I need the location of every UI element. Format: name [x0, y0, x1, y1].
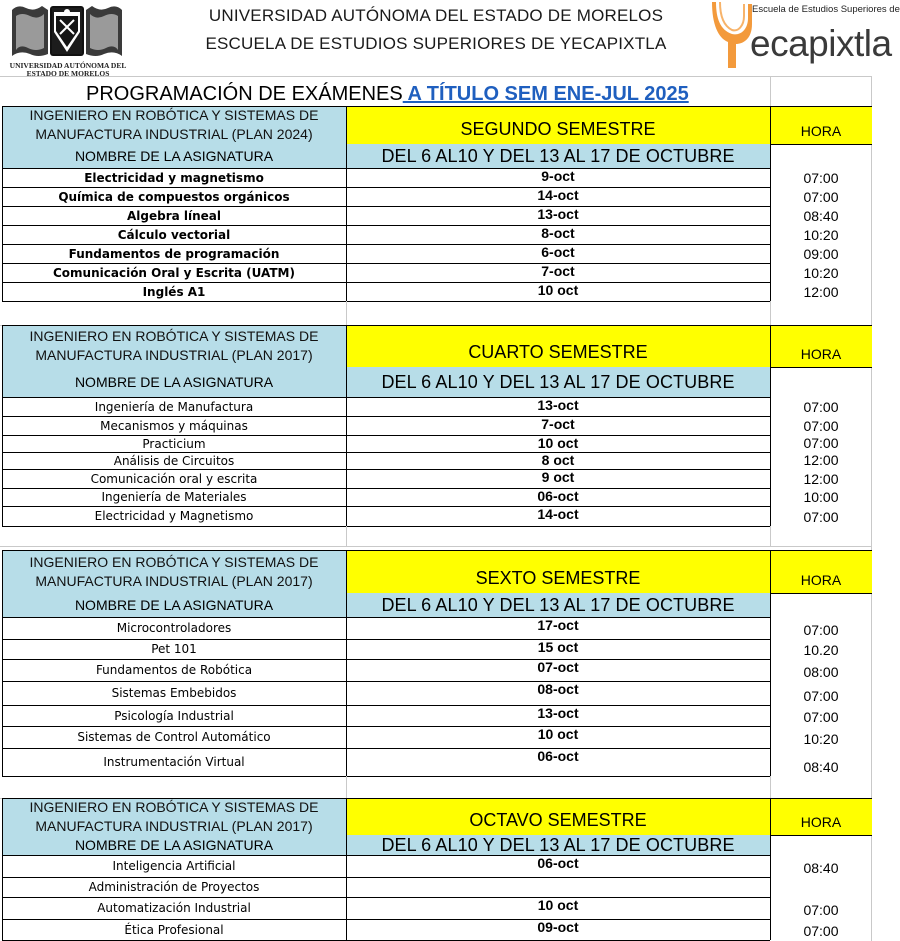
exam-date-range: DEL 6 AL10 Y DEL 13 AL 17 DE OCTUBRE: [346, 367, 770, 397]
page-title-main: PROGRAMACIÓN DE EXÁMENES: [86, 83, 403, 105]
table-row-subject: Fundamentos de Robótica: [95, 663, 253, 677]
table-row-date: 10 oct: [537, 435, 579, 451]
table-row-time: 07:00: [803, 902, 839, 918]
table-row-subject: Psicología Industrial: [114, 708, 234, 723]
table-row-time: 12:00: [803, 284, 839, 300]
grid-line: [2, 798, 3, 940]
semester-label: OCTAVO SEMESTRE: [346, 798, 770, 835]
grid-line: [2, 526, 770, 527]
table-row-date: 13-oct: [537, 705, 579, 721]
uaem-logo-line1: UNIVERSIDAD AUTÓNOMA DEL: [9, 61, 127, 70]
semester-label: SEGUNDO SEMESTRE: [346, 106, 770, 144]
table-row-time: 08:40: [803, 759, 839, 775]
program-name: INGENIERO EN ROBÓTICA Y SISTEMAS DE MANUFACTURA INDUSTRIAL (PLAN 2017): [2, 550, 346, 593]
table-row-date: [346, 877, 770, 897]
grid-line: [2, 106, 3, 301]
table-row-date: 07-oct: [537, 659, 579, 675]
table-row-time: 07:00: [803, 435, 839, 451]
grid-line: [2, 550, 872, 551]
grid-line: [2, 550, 3, 776]
hora-header: HORA: [770, 106, 872, 144]
table-row-subject: Cálculo vectorial: [117, 227, 231, 242]
table-row-time: 10.20: [803, 642, 839, 658]
exam-date-range: DEL 6 AL10 Y DEL 13 AL 17 DE OCTUBRE: [346, 835, 770, 855]
table-row-subject: Fundamentos de programación: [68, 246, 280, 261]
semester-label: SEXTO SEMESTRE: [346, 550, 770, 593]
table-row-date: 06-oct: [537, 488, 579, 504]
table-row-date: 15 oct: [537, 639, 579, 655]
table-row-subject: Sistemas de Control Automático: [77, 730, 271, 744]
school-name: ESCUELA DE ESTUDIOS SUPERIORES DE YECAPIXTLA: [205, 34, 667, 53]
table-row-time: 07:00: [803, 509, 839, 525]
table-row-date: 10 oct: [537, 897, 579, 913]
table-row-time: 07:00: [803, 622, 839, 638]
table-row-subject: Administración de Proyectos: [88, 880, 260, 894]
table-row-time: 12:00: [803, 471, 839, 487]
table-row-date: 10 oct: [537, 726, 579, 742]
table-row-time: 07:00: [803, 170, 839, 186]
grid-line: [346, 798, 347, 940]
grid-line: [770, 550, 771, 776]
table-row-time: 12:00: [803, 452, 839, 468]
table-row-time: 07:00: [803, 418, 839, 434]
table-row-date: 06-oct: [537, 748, 579, 764]
grid-line: [770, 798, 771, 940]
table-row-date: 7-oct: [541, 416, 575, 432]
table-row-subject: Microcontroladores: [116, 621, 232, 635]
program-name: INGENIERO EN ROBÓTICA Y SISTEMAS DE MANUFACTURA INDUSTRIAL (PLAN 2017): [2, 798, 346, 835]
grid-line: [770, 76, 771, 106]
table-row-time: 10:20: [803, 227, 839, 243]
table-row-time: [770, 877, 872, 897]
table-row-subject: Instrumentación Virtual: [103, 755, 245, 769]
table-row-time: 08:00: [803, 664, 839, 680]
table-row-time: 07:00: [803, 399, 839, 415]
table-row-subject: Pet 101: [151, 642, 197, 656]
hora-header: HORA: [770, 325, 872, 367]
table-row-time: 10:20: [803, 265, 839, 281]
table-row-subject: Análisis de Circuitos: [113, 453, 235, 468]
table-row-subject: Automatización Industrial: [97, 901, 251, 915]
grid-line: [346, 776, 347, 798]
table-row-date: 06-oct: [537, 855, 579, 871]
grid-line: [770, 776, 771, 798]
table-row-date: 7-oct: [541, 263, 575, 279]
table-row-date: 17-oct: [537, 617, 579, 633]
grid-line: [2, 776, 770, 777]
grid-line: [770, 106, 771, 301]
page-title-period: A TÍTULO SEM ENE-JUL 2025: [402, 83, 689, 105]
hora-header: HORA: [770, 798, 872, 835]
university-name: UNIVERSIDAD AUTÓNOMA DEL ESTADO DE MORELOS: [208, 6, 664, 25]
table-row-subject: Inteligencia Artificial: [112, 859, 236, 873]
table-row-time: 08:40: [803, 860, 839, 876]
table-row-subject: Química de compuestos orgánicos: [58, 189, 290, 204]
table-row-subject: Electricidad y magnetismo: [84, 170, 264, 185]
grid-line: [346, 526, 347, 546]
table-row-subject: Ingeniería de Manufactura: [94, 399, 254, 414]
grid-line: [346, 301, 347, 325]
grid-line: [2, 106, 872, 107]
table-row-subject: Algebra líneal: [126, 208, 222, 223]
subject-column-header: NOMBRE DE LA ASIGNATURA: [2, 367, 346, 397]
table-row-date: 8-oct: [541, 225, 575, 241]
grid-line: [2, 325, 872, 326]
table-row-date: 8 oct: [541, 452, 575, 468]
table-row-subject: Comunicación Oral y Escrita (UATM): [53, 265, 295, 280]
table-row-date: 14-oct: [537, 506, 579, 522]
table-row-date: 10 oct: [537, 282, 579, 298]
subject-column-header: NOMBRE DE LA ASIGNATURA: [2, 144, 346, 168]
grid-line: [2, 798, 872, 799]
table-row-subject: Mecanismos y máquinas: [100, 418, 248, 433]
grid-line: [770, 526, 771, 546]
table-row-subject: Ética Profesional: [124, 922, 224, 937]
semester-label: CUARTO SEMESTRE: [346, 325, 770, 367]
table-row-time: 07:00: [803, 189, 839, 205]
table-row-date: 14-oct: [537, 187, 579, 203]
table-row-subject: Sistemas Embebidos: [111, 686, 237, 700]
table-row-subject: Practicium: [142, 436, 206, 451]
grid-line: [0, 76, 872, 77]
grid-line: [2, 325, 3, 526]
table-row-subject: Inglés A1: [142, 284, 206, 299]
grid-line: [346, 106, 347, 301]
table-row-time: 07:00: [803, 709, 839, 725]
table-row-date: 9 oct: [541, 469, 575, 485]
table-row-date: 6-oct: [541, 244, 575, 260]
table-row-time: 08:40: [803, 208, 839, 224]
table-row-time: 10:00: [803, 489, 839, 505]
subject-column-header: NOMBRE DE LA ASIGNATURA: [2, 835, 346, 855]
grid-line: [346, 550, 347, 776]
program-name: INGENIERO EN ROBÓTICA Y SISTEMAS DE MANUFACTURA INDUSTRIAL (PLAN 2024): [2, 106, 346, 144]
table-row-date: 08-oct: [537, 681, 579, 697]
uaem-logo-line2: ESTADO DE MORELOS: [26, 69, 110, 78]
subject-column-header: NOMBRE DE LA ASIGNATURA: [2, 593, 346, 617]
yecapixtla-logo-word: ecapixtla: [750, 23, 892, 64]
grid-line: [2, 301, 770, 302]
table-row-subject: Ingeniería de Materiales: [101, 490, 247, 504]
grid-line: [770, 325, 771, 526]
grid-line: [346, 325, 347, 526]
table-row-date: 09-oct: [537, 919, 579, 935]
grid-line: [0, 546, 872, 547]
table-row-subject: Electricidad y Magnetismo: [94, 509, 254, 523]
program-name: INGENIERO EN ROBÓTICA Y SISTEMAS DE MANUFACTURA INDUSTRIAL (PLAN 2017): [2, 325, 346, 367]
exam-date-range: DEL 6 AL10 Y DEL 13 AL 17 DE OCTUBRE: [346, 144, 770, 168]
table-row-time: 09:00: [803, 246, 839, 262]
table-row-time: 07:00: [803, 923, 839, 939]
hora-header: HORA: [770, 550, 872, 593]
table-row-date: 9-oct: [541, 168, 575, 184]
table-row-date: 13-oct: [537, 397, 579, 413]
table-row-time: 10:20: [803, 731, 839, 747]
table-row-date: 13-oct: [537, 206, 579, 222]
grid-line: [770, 301, 771, 325]
exam-date-range: DEL 6 AL10 Y DEL 13 AL 17 DE OCTUBRE: [346, 593, 770, 617]
table-row-subject: Comunicación oral y escrita: [90, 471, 258, 486]
yecapixtla-logo-caption: Escuela de Estudios Superiores de: [752, 4, 900, 15]
table-row-time: 07:00: [803, 688, 839, 704]
